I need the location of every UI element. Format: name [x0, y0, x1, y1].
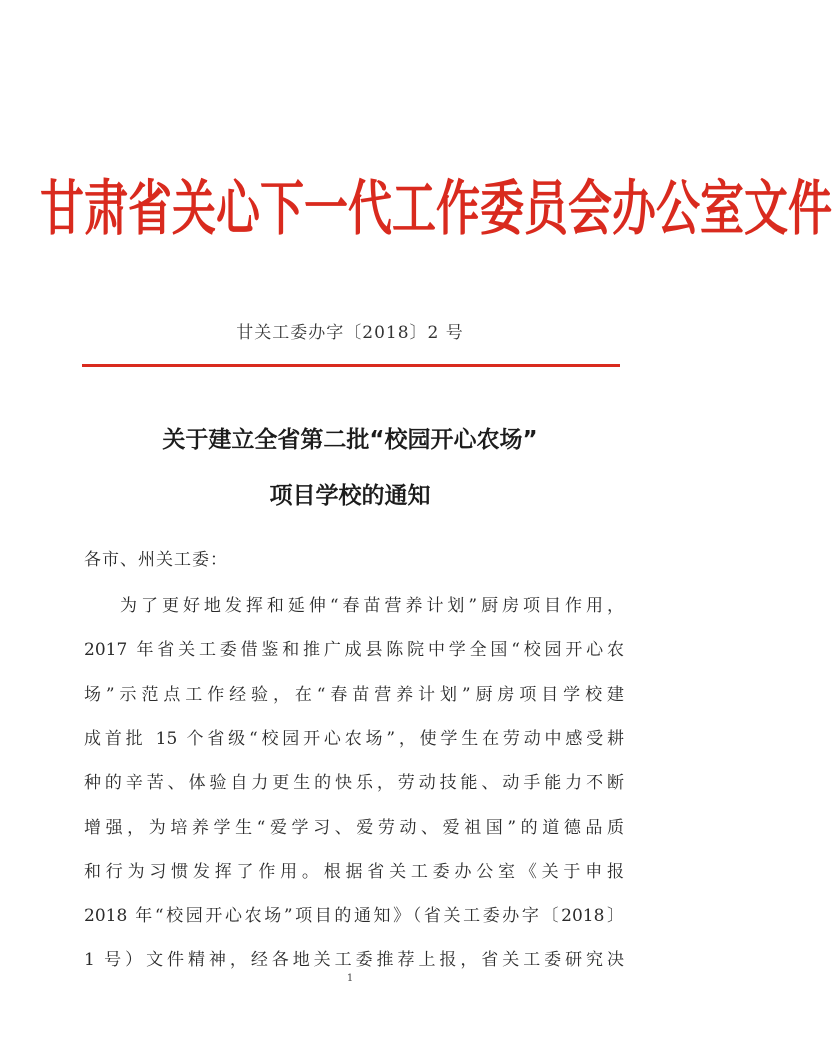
red-divider-rule: [82, 364, 620, 367]
page-number: 1: [346, 973, 354, 984]
document-masthead: 甘肃省关心下一代工作委员会办公室文件: [40, 174, 832, 244]
body-line-7: 和行为习惯发挥了作用。根据省关工委办公室《关于申报: [84, 862, 624, 882]
document-number: 甘关工委办字〔2018〕2 号: [236, 323, 464, 343]
body-line-5: 种的辛苦、体验自力更生的快乐，劳动技能、动手能力不断: [84, 773, 624, 793]
salutation: 各市、州关工委：: [84, 550, 228, 570]
body-line-1: 为了更好地发挥和延伸“春苗营养计划”厨房项目作用，: [120, 596, 624, 616]
body-line-8: 2018 年“校园开心农场”项目的通知》（省关工委办字〔2018〕: [84, 906, 624, 926]
notice-title-line-1: 关于建立全省第二批“校园开心农场”: [162, 427, 538, 453]
body-line-3: 场”示范点工作经验，在“春苗营养计划”厨房项目学校建: [84, 685, 624, 705]
body-line-9: 1 号）文件精神，经各地关工委推荐上报，省关工委研究决: [84, 950, 624, 970]
body-line-4: 成首批 15 个省级“校园开心农场”，使学生在劳动中感受耕: [84, 729, 624, 749]
body-line-6: 增强，为培养学生“爱学习、爱劳动、爱祖国”的道德品质: [84, 818, 624, 838]
body-line-2: 2017 年省关工委借鉴和推广成县陈院中学全国“校园开心农: [84, 640, 624, 660]
notice-title-line-2: 项目学校的通知: [269, 483, 431, 509]
